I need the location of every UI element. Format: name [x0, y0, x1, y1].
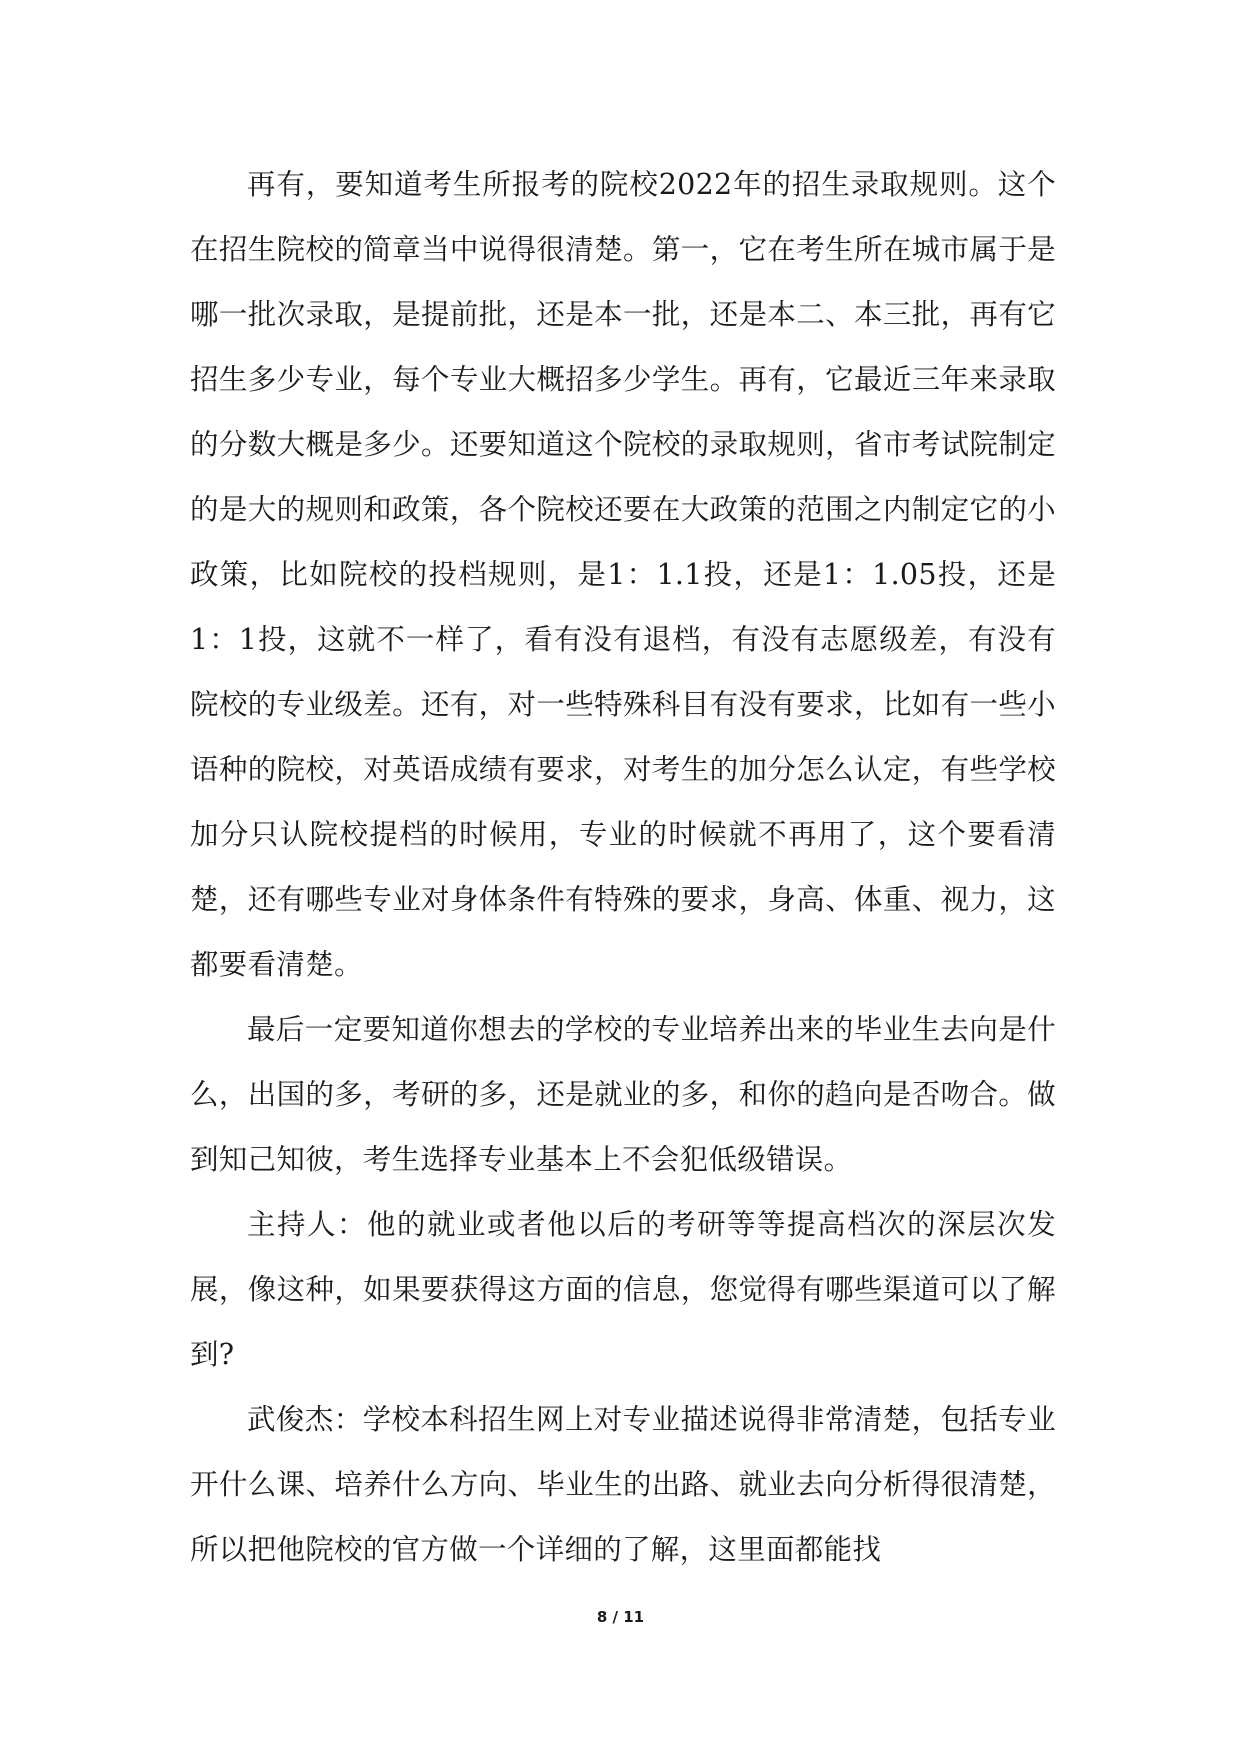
page-number: 8 / 11 [596, 1608, 645, 1626]
paragraph-admission-rules: 再有，要知道考生所报考的院校2022年的招生录取规则。这个在招生院校的简章当中说得很清楚。第一，它在考生所在城市属于是哪一批次录取，是提前批，还是本一批，还是本二、本三批，再有它招生多少专业，每个专业大概招多少学生。再有，它最近三年来录取的分数大概是多少。还要知道这个院校的录取规则，省市考试院制定的是大的规则和政策，各个院校还要在大政策的范围之内制定它的小政策，比如院校的投档规则，是1：1.1投，还是1：1.05投，还是1：1投，这就不一样了，看有没有退档，有没有志愿级差，有没有院校的专业级差。还有，对一些特殊科目有没有要求，比如有一些小语种的院校，对英语成绩有要求，对考生的加分怎么认定，有些学校加分只认院校提档的时候用，专业的时候就不再用了，这个要看清楚，还有哪些专业对身体条件有特殊的要求，身高、体重、视力，这都要看清楚。 [190, 168, 1056, 981]
body-text [190, 152, 1056, 1582]
paragraph-guest-answer: 武俊杰：学校本科招生网上对专业描述说得非常清楚，包括专业开什么课、培养什么方向、毕业生的出路、就业去向分析得很清楚，所以把他院校的官方做一个详细的了解，这里面都能找 [190, 1403, 1056, 1566]
paragraph-graduate-destination: 最后一定要知道你想去的学校的专业培养出来的毕业生去向是什么，出国的多，考研的多，还是就业的多，和你的趋向是否吻合。做到知己知彼，考生选择专业基本上不会犯低级错误。 [190, 1013, 1056, 1176]
paragraph-host-question: 主持人：他的就业或者他以后的考研等等提高档次的深层次发展，像这种，如果要获得这方面的信息，您觉得有哪些渠道可以了解到? [190, 1208, 1056, 1371]
